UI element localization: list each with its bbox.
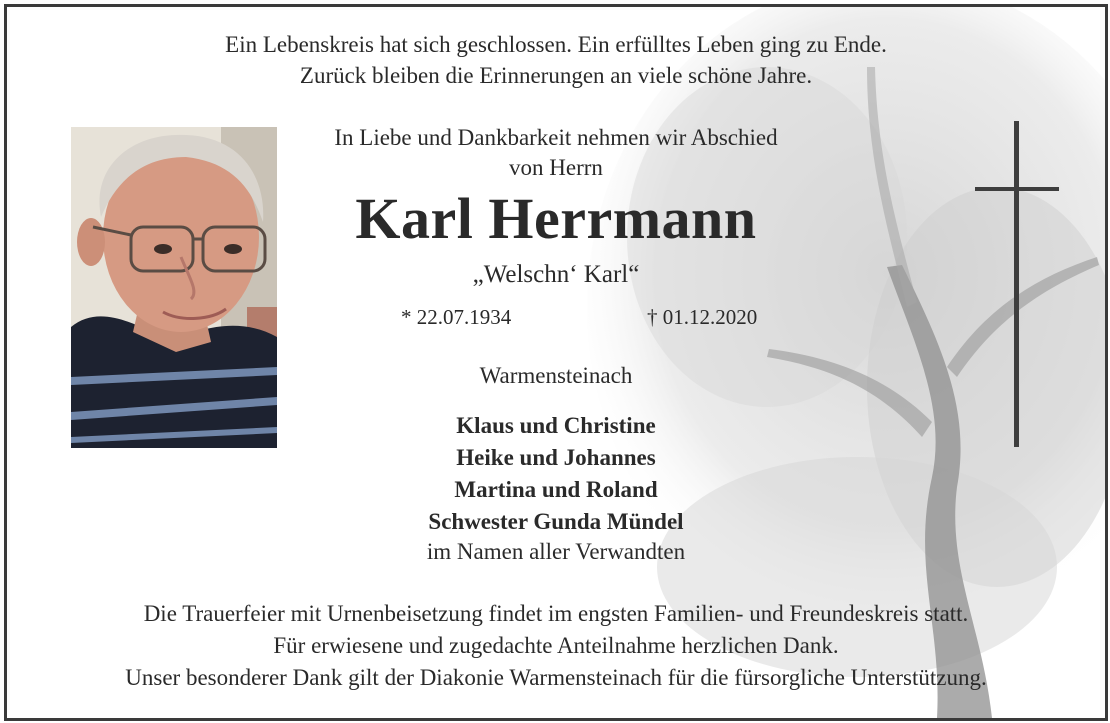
mourner-2: Heike und Johannes xyxy=(456,445,656,470)
deceased-nickname: „Welschn‘ Karl“ xyxy=(472,261,640,288)
obituary-card xyxy=(4,4,1108,721)
opening-line-2: Zurück bleiben die Erinnerungen an viele schöne Jahre. xyxy=(299,63,813,88)
intro-line-2: von Herrn xyxy=(509,155,603,180)
cross-icon xyxy=(975,121,1059,447)
death-date: † 01.12.2020 xyxy=(647,305,758,329)
footer-line-2: Für erwiesene und zugedachte Anteilnahme herzlichen Dank. xyxy=(273,633,839,658)
mourner-3: Martina und Roland xyxy=(454,477,658,502)
place-of-residence: Warmensteinach xyxy=(479,363,633,388)
intro-line-1: In Liebe und Dankbarkeit nehmen wir Abschied xyxy=(334,125,778,150)
mourner-4: Schwester Gunda Mündel xyxy=(428,509,684,534)
footer-line-1: Die Trauerfeier mit Urnenbeisetzung findet im engsten Familien- und Freundeskreis statt. xyxy=(143,601,969,626)
mourners-closing: im Namen aller Verwandten xyxy=(426,539,686,564)
opening-line-1: Ein Lebenskreis hat sich geschlossen. Ein erfülltes Leben ging zu Ende. xyxy=(225,32,887,57)
deceased-name: Karl Herrmann xyxy=(355,186,757,251)
footer-line-3: Unser besonderer Dank gilt der Diakonie Warmensteinach für die fürsorgliche Unterstützung. xyxy=(125,665,987,690)
birth-date: * 22.07.1934 xyxy=(401,305,512,329)
mourner-1: Klaus und Christine xyxy=(456,413,656,438)
